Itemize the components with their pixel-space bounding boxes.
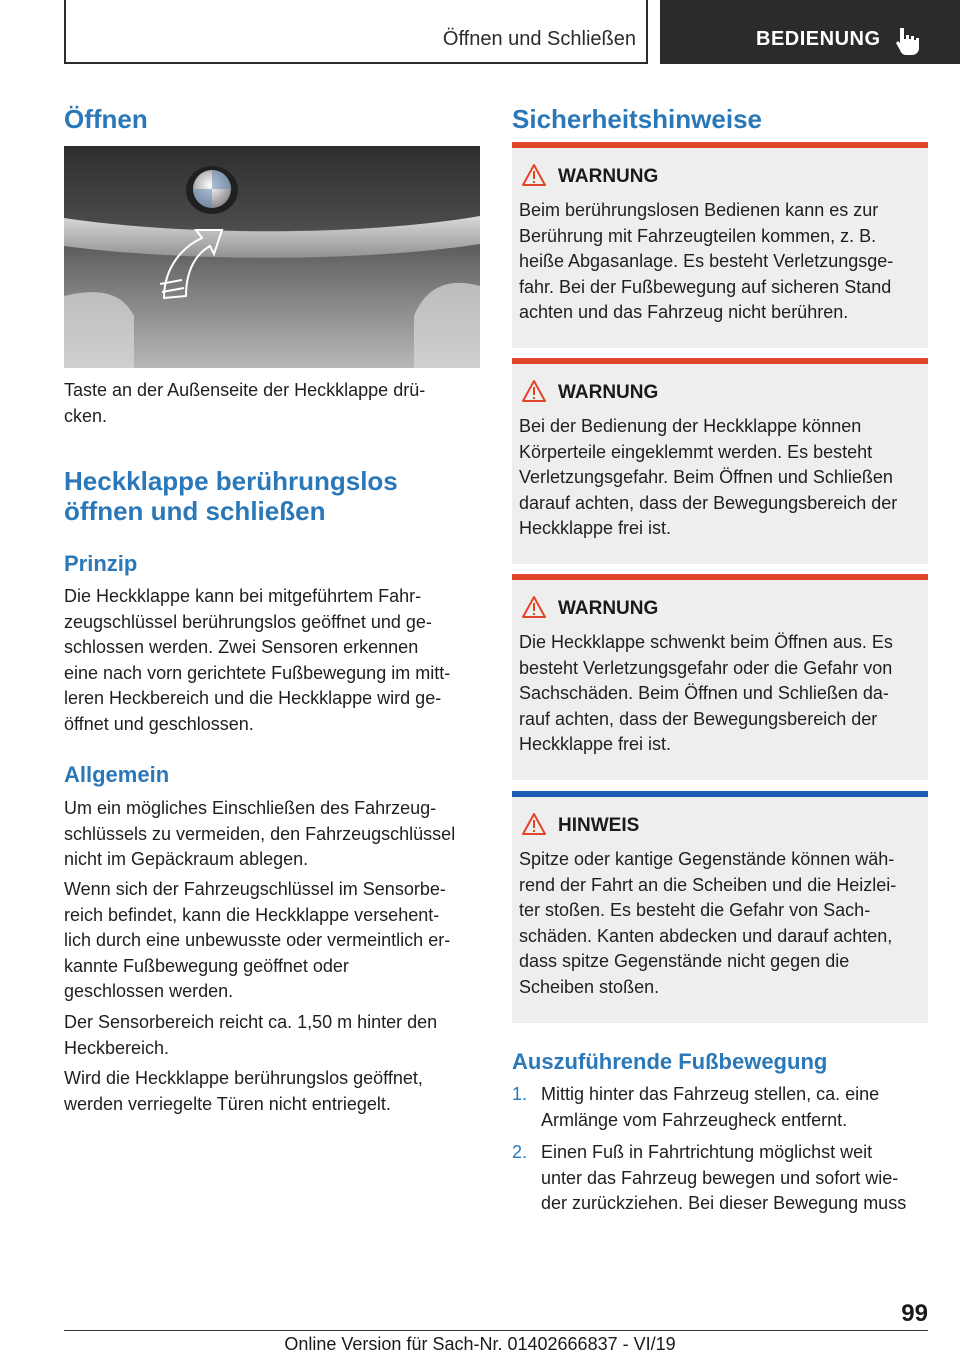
- page-number: 99: [901, 1300, 928, 1327]
- warning-box: [512, 142, 928, 348]
- photo-caption: Taste an der Außenseite der Heckklappe drü- cken.: [64, 380, 426, 426]
- paragraph-prinzip: Die Heckklappe kann bei mitgeführtem Fahr- zeugschlüssel berührungslos geöffnet und ge- schlossen werden. Zwei Sensoren erkennen eine nach vorn gerichtete Fußbewegung im mitt- leren Heckbereich und die Heckklappe wird ge- öffnet und geschlossen.: [64, 586, 451, 734]
- list-item-number: 1.: [512, 1084, 528, 1104]
- heading-allgemein: Allgemein: [64, 762, 170, 787]
- list-item-number: 2.: [512, 1142, 528, 1162]
- warning-text: Die Heckklappe schwenkt beim Öffnen aus. Es besteht Verletzungsgefahr oder die Gefahr von Sachschäden. Beim Öffnen und Schließen da- rauf achten, dass der Bewegungsbereich der Heckklappe frei ist.: [519, 632, 893, 754]
- warning-text: Bei der Bedienung der Heckklappe können Körperteile eingeklemmt werden. Es besteht Verletzungsgefahr. Beim Öffnen und Schließen darauf achten, dass der Bewegungsbereich der Heckklappe frei ist.: [519, 416, 898, 538]
- warning-bar: [512, 142, 928, 148]
- paragraph-allgemein-2: Wenn sich der Fahrzeugschlüssel im Sensorbe- reich befindet, kann die Heckklappe versehent- lich durch eine unbewusste oder vermeintlich er- kannte Fußbewegung geöffnet oder geschlossen werden.: [64, 879, 451, 1001]
- heading-prinzip: Prinzip: [64, 551, 138, 576]
- list-item-text: Mittig hinter das Fahrzeug stellen, ca. eine Armlänge vom Fahrzeugheck entfernt.: [541, 1084, 880, 1130]
- header-chapter-label: BEDIENUNG: [756, 28, 881, 50]
- tailgate-button-photo: [64, 146, 480, 368]
- tailgate-illustration: [64, 146, 480, 368]
- warning-triangle-icon: [522, 164, 546, 186]
- notice-title: HINWEIS: [558, 815, 640, 836]
- warning-bar: [512, 358, 928, 364]
- pointing-hand-icon: [894, 24, 922, 56]
- warning-bar: [512, 574, 928, 580]
- warning-triangle-icon: [522, 380, 546, 402]
- warning-triangle-icon: [522, 596, 546, 618]
- warning-triangle-icon: [522, 813, 546, 835]
- warning-title: WARNUNG: [558, 382, 659, 403]
- warning-text: Beim berührungslosen Bedienen kann es zur Berührung mit Fahrzeugteilen kommen, z. B. heiße Abgasanlage. Es besteht Verletzungsge- fahr. Bei der Fußbewegung auf sicheren Stand achten und das Fahrzeug nicht berühren.: [519, 200, 894, 322]
- warning-title: WARNUNG: [558, 598, 659, 619]
- notice-bar: [512, 791, 928, 797]
- list-item-text: Einen Fuß in Fahrtrichtung möglichst weit unter das Fahrzeug bewegen und sofort wie- der zurückziehen. Bei dieser Bewegung muss: [541, 1142, 907, 1213]
- warning-box: [512, 358, 928, 564]
- notice-box: [512, 791, 928, 1023]
- footer-divider: [64, 1330, 928, 1331]
- warning-title: WARNUNG: [558, 166, 659, 187]
- paragraph-allgemein-4: Wird die Heckklappe berührungslos geöffnet, werden verriegelte Türen nicht entriegelt.: [64, 1068, 423, 1114]
- heading-heckklappe-beruehrungslos: Heckklappe berührungslos öffnen und schließen: [64, 466, 398, 526]
- header-section-title: Öffnen und Schließen: [442, 28, 636, 50]
- header-chapter-tab: [660, 0, 960, 64]
- warning-box: [512, 574, 928, 780]
- heading-auszufuehrende-fussbewegung: Auszuführende Fußbewegung: [512, 1049, 828, 1074]
- heading-sicherheitshinweise: Sicherheitshinweise: [512, 104, 762, 134]
- notice-text: Spitze oder kantige Gegenstände können wäh- rend der Fahrt an die Scheiben und die Heizlei- ter stoßen. Es besteht die Gefahr von Sach- schäden. Kanten abdecken und darauf achten, dass spitze Gegenstände nicht gegen die Scheiben stoßen.: [519, 849, 897, 997]
- paragraph-allgemein-1: Um ein mögliches Einschließen des Fahrzeug- schlüssels zu vermeiden, den Fahrzeugschlüssel nicht im Gepäckraum ablegen.: [64, 798, 456, 869]
- heading-oeffnen: Öffnen: [64, 104, 148, 134]
- footer-online-version: Online Version für Sach-Nr. 01402666837 - VI/19: [284, 1334, 676, 1354]
- paragraph-allgemein-3: Der Sensorbereich reicht ca. 1,50 m hinter den Heckbereich.: [64, 1012, 438, 1058]
